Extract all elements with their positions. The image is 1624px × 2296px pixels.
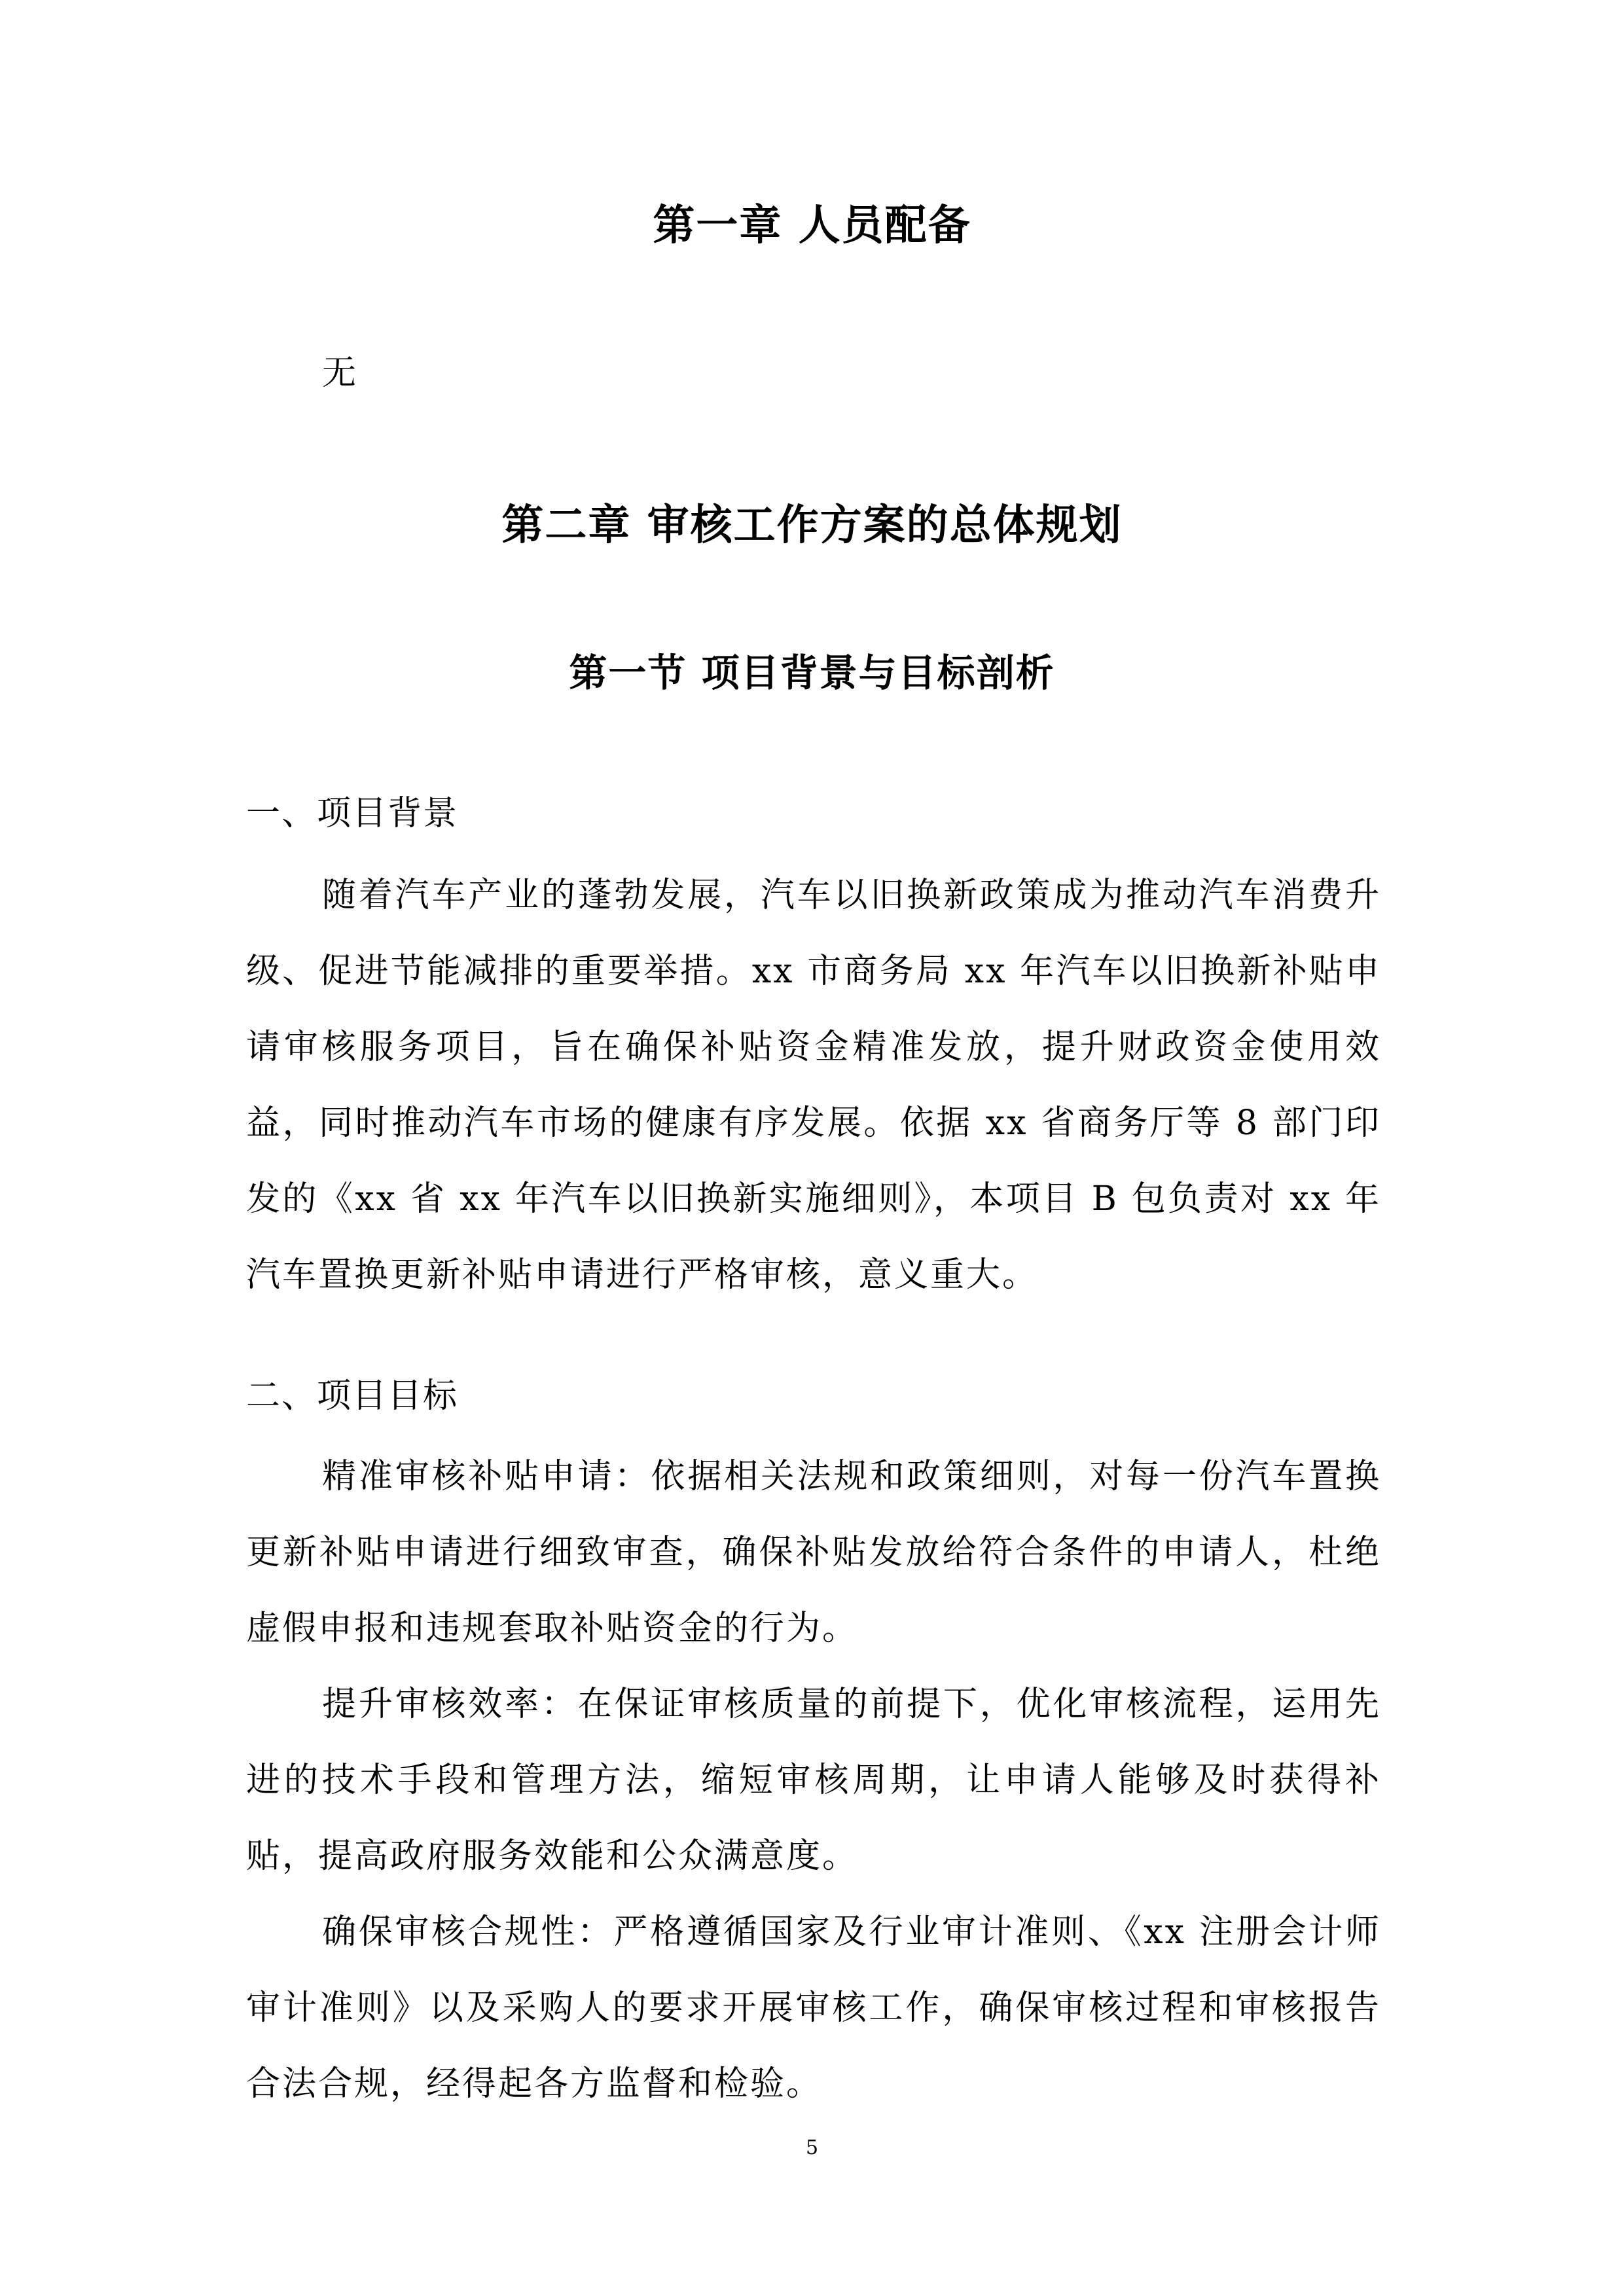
objective-paragraph-compliance: 确保审核合规性：严格遵循国家及行业审计准则、《xx 注册会计师审计准则》以及采购人的要求开展审核工作，确保审核过程和审核报告合法合规，经得起各方监督和检验。 [246,1912,1381,2104]
objective-paragraph-efficiency: 提升审核效率：在保证审核质量的前提下，优化审核流程，运用先进的技术手段和管理方法，缩短审核周期，让申请人能够及时获得补贴，提高政府服务效能和公众满意度。 [246,1685,1381,1876]
section-1-title: 第一节 项目背景与目标剖析 [569,651,1055,695]
chapter-2-title: 第二章 审核工作方案的总体规划 [501,501,1123,550]
chapter-1-title: 第一章 人员配备 [653,202,971,250]
objective-paragraph-precise: 精准审核补贴申请：依据相关法规和政策细则，对每一份汽车置换更新补贴申请进行细致审查，确保补贴发放给符合条件的申请人，杜绝虚假申报和违规套取补贴资金的行为。 [246,1457,1381,1648]
chapter-1-content: 无 [322,353,357,393]
background-heading: 一、项目背景 [246,794,459,833]
page-number: 5 [805,2136,819,2159]
objectives-heading: 二、项目目标 [246,1376,459,1416]
background-paragraph: 随着汽车产业的蓬勃发展，汽车以旧换新政策成为推动汽车消费升级、促进节能减排的重要举措。xx 市商务局 xx 年汽车以旧换新补贴申请审核服务项目，旨在确保补贴资金精准发放，提升财政资金使用效益，同时推动汽车市场的健康有序发展。依据 xx 省商务厅等 8 部门印发的《xx 省 xx 年汽车以旧换新实施细则》，本项目 B 包负责对 xx 年汽车置换更新补贴申请进行严格审核，意义重大。 [246,876,1381,1295]
